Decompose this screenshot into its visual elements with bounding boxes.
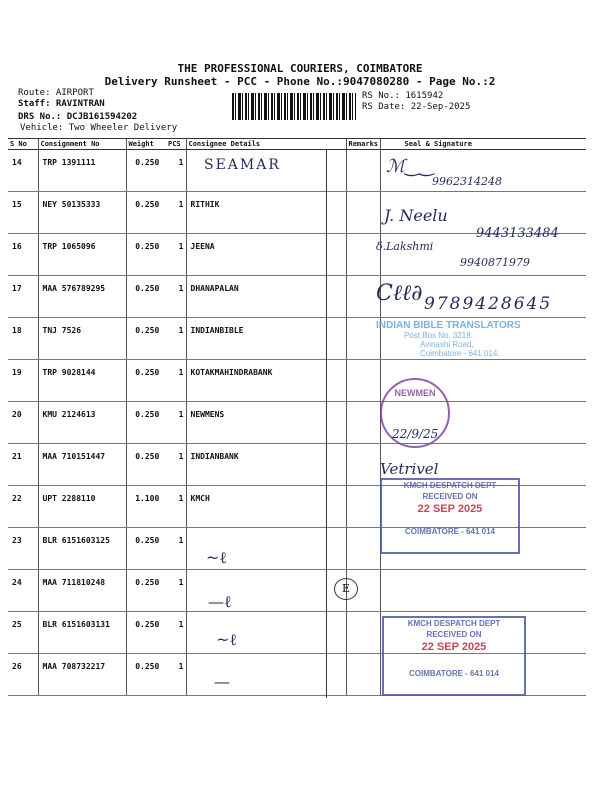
cell-pcs: 1 — [166, 360, 186, 402]
cell-pcs: 1 — [166, 570, 186, 612]
tick-mark: — — [214, 672, 230, 691]
cell-consignment: MAA 576789295 — [38, 276, 126, 318]
signature: Vetrivel — [380, 460, 439, 478]
tick-mark: —ℓ — [208, 592, 232, 611]
cell-pcs: 1 — [166, 444, 186, 486]
handwritten-date: 22/9/25 — [392, 427, 439, 441]
handdrawn-line — [326, 150, 327, 698]
cell-pcs: 1 — [166, 234, 186, 276]
table-row — [8, 402, 586, 444]
cell-weight: 0.250 — [126, 402, 166, 444]
cell-pcs: 1 — [166, 402, 186, 444]
col-seal: Seal & Signature — [380, 139, 586, 150]
cell-sno: 25 — [8, 612, 38, 654]
bible-translators-stamp: INDIAN BIBLE TRANSLATORS Post Box No. 3218, Avinashi Road, Coimbatore - 641 014. — [376, 320, 521, 358]
col-weight: Weight — [126, 139, 166, 150]
cell-sno: 14 — [8, 150, 38, 192]
cell-consignment: TRP 1065096 — [38, 234, 126, 276]
remark-circled-mark: E — [334, 578, 358, 600]
cell-weight: 0.250 — [126, 150, 166, 192]
cell-consignment: MAA 710151447 — [38, 444, 126, 486]
cell-weight: 1.100 — [126, 486, 166, 528]
cell-weight: 0.250 — [126, 570, 166, 612]
cell-consignment: MAA 711810248 — [38, 570, 126, 612]
cell-consignment: BLR 6151603131 — [38, 612, 126, 654]
tick-mark: ~ℓ — [206, 548, 228, 567]
staff-label: Staff: RAVINTRAN — [18, 99, 105, 109]
table-row — [8, 570, 586, 612]
runsheet-subtitle: Delivery Runsheet - PCC - Phone No.:9047080280 - Page No.:2 — [104, 75, 496, 88]
cell-consignment: MAA 708732217 — [38, 654, 126, 696]
cell-weight: 0.250 — [126, 192, 166, 234]
cell-remarks — [346, 150, 380, 192]
signature: Cℓℓ∂ — [376, 281, 423, 306]
route-label: Route: AIRPORT — [18, 88, 94, 98]
cell-consignee: INDIANBANK — [186, 444, 346, 486]
handwritten-consignee: SEAMAR — [204, 157, 281, 173]
cell-sno: 16 — [8, 234, 38, 276]
cell-weight: 0.250 — [126, 612, 166, 654]
cell-weight: 0.250 — [126, 444, 166, 486]
col-consignee: Consignee Details — [186, 139, 346, 150]
cell-remarks — [346, 276, 380, 318]
cell-sno: 23 — [8, 528, 38, 570]
drs-number: DRS No.: DCJB161594202 — [18, 112, 138, 122]
cell-consignee: RITHIK — [186, 192, 346, 234]
col-sno: S No — [8, 139, 38, 150]
cell-sno: 24 — [8, 570, 38, 612]
cell-consignment: TNJ 7526 — [38, 318, 126, 360]
cell-consignment: TRP 1391111 — [38, 150, 126, 192]
cell-consignment: KMU 2124613 — [38, 402, 126, 444]
cell-consignee: NEWMENS — [186, 402, 346, 444]
cell-remarks — [346, 444, 380, 486]
cell-pcs: 1 — [166, 654, 186, 696]
handwritten-phone: 9443133484 — [476, 226, 559, 241]
rs-date: RS Date: 22-Sep-2025 — [362, 102, 471, 112]
cell-pcs: 1 — [166, 276, 186, 318]
cell-weight: 0.250 — [126, 528, 166, 570]
cell-consignee — [186, 654, 346, 696]
cell-consignee: INDIANBIBLE — [186, 318, 346, 360]
cell-weight: 0.250 — [126, 276, 166, 318]
cell-pcs: 1 — [166, 486, 186, 528]
cell-consignee: DHANAPALAN — [186, 276, 346, 318]
table-row — [8, 360, 586, 402]
cell-remarks — [346, 654, 380, 696]
cell-consignment: NEY 50135333 — [38, 192, 126, 234]
cell-pcs: 1 — [166, 612, 186, 654]
cell-remarks — [346, 192, 380, 234]
table-header-row — [8, 139, 586, 150]
kmch-received-stamp: KMCH DESPATCH DEPT RECEIVED ON 22 SEP 2025 COIMBATORE - 641 014 — [380, 478, 520, 554]
cell-pcs: 1 — [166, 150, 186, 192]
cell-weight: 0.250 — [126, 360, 166, 402]
cell-remarks — [346, 528, 380, 570]
cell-consignee: KOTAKMAHINDRABANK — [186, 360, 346, 402]
cell-remarks — [346, 402, 380, 444]
barcode — [232, 93, 356, 120]
cell-weight: 0.250 — [126, 318, 166, 360]
cell-sno: 22 — [8, 486, 38, 528]
vehicle-label: Vehicle: Two Wheeler Delivery — [20, 123, 178, 133]
cell-pcs: 1 — [166, 192, 186, 234]
cell-consignee — [186, 612, 346, 654]
runsheet-table — [8, 138, 586, 696]
newmen-stamp: NEWMEN — [380, 378, 450, 448]
cell-consignment: UPT 2288110 — [38, 486, 126, 528]
cell-sno: 20 — [8, 402, 38, 444]
cell-remarks — [346, 612, 380, 654]
cell-sno: 26 — [8, 654, 38, 696]
kmch-received-stamp: KMCH DESPATCH DEPT RECEIVED ON 22 SEP 2025 COIMBATORE - 641 014 — [382, 616, 526, 696]
cell-remarks — [346, 486, 380, 528]
handwritten-phone: 9789428645 — [424, 294, 553, 314]
col-pcs: PCS — [166, 139, 186, 150]
cell-sno: 15 — [8, 192, 38, 234]
cell-sno: 17 — [8, 276, 38, 318]
cell-sno: 21 — [8, 444, 38, 486]
cell-sno: 18 — [8, 318, 38, 360]
signature: J. Neelu — [384, 206, 448, 225]
handwritten-phone: 9940871979 — [460, 256, 530, 269]
col-remarks: Remarks — [346, 139, 380, 150]
cell-consignee: JEENA — [186, 234, 346, 276]
cell-weight: 0.250 — [126, 654, 166, 696]
cell-remarks — [346, 318, 380, 360]
signature: δ.Lakshmi — [376, 240, 434, 253]
cell-sno: 19 — [8, 360, 38, 402]
signature: ℳ‿‿ — [386, 156, 435, 177]
company-title: THE PROFESSIONAL COURIERS, COIMBATORE — [177, 62, 423, 75]
tick-mark: ~ℓ — [216, 630, 238, 649]
cell-pcs: 1 — [166, 528, 186, 570]
handwritten-phone: 9962314248 — [432, 175, 502, 188]
cell-pcs: 1 — [166, 318, 186, 360]
cell-consignee: KMCH — [186, 486, 346, 528]
cell-consignment: BLR 6151603125 — [38, 528, 126, 570]
cell-remarks — [346, 360, 380, 402]
rs-number: RS No.: 1615942 — [362, 91, 444, 101]
cell-seal — [380, 570, 586, 612]
cell-remarks — [346, 234, 380, 276]
cell-weight: 0.250 — [126, 234, 166, 276]
col-consignment: Consignment No — [38, 139, 126, 150]
cell-consignment: TRP 9028144 — [38, 360, 126, 402]
